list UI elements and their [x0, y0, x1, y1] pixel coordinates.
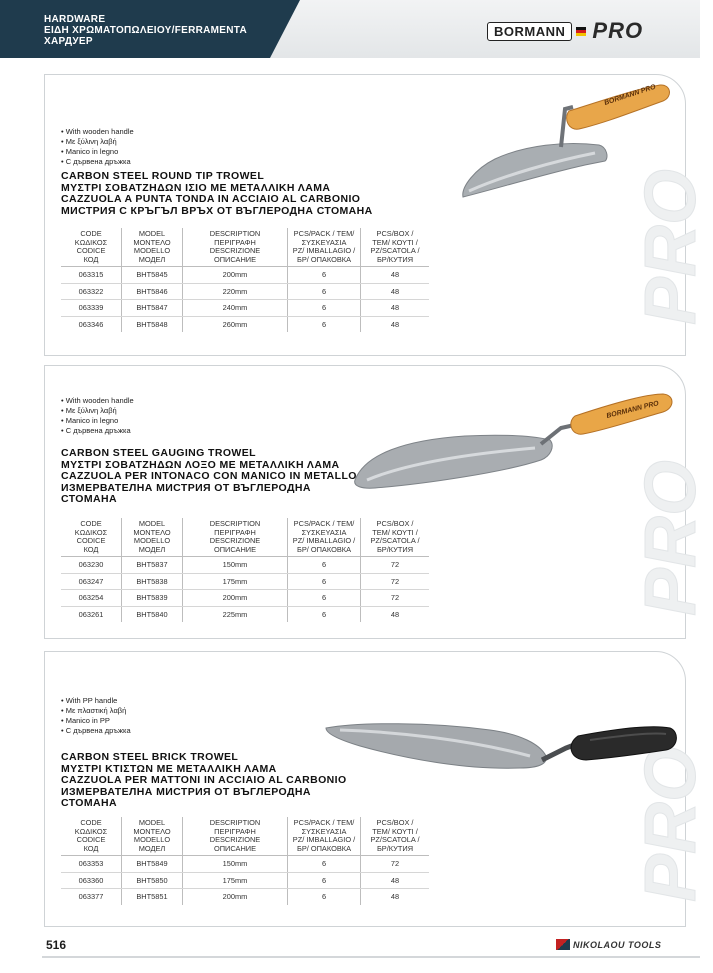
col-description: DESCRIPTION ΠΕΡΙΓΡΑΦΗ DESCRIZIONE ОПИСАНИЕ: [183, 228, 288, 267]
title-line: CARBON STEEL BRICK TROWEL: [61, 751, 239, 763]
table-row: 063353 BHT5849 150mm 6 72: [61, 856, 429, 873]
nikolaou-tools-logo: [556, 939, 661, 950]
page-header: [0, 0, 700, 58]
feature-item: • С дървена дръжка: [61, 426, 134, 436]
handle-label: BORMANN PRO: [603, 83, 657, 107]
round-tip-trowel-image: [455, 79, 675, 209]
watermark-text: PRO: [631, 459, 711, 616]
spec-table: [61, 518, 429, 622]
table-row: 063230 BHT5837 150mm 6 72: [61, 557, 429, 574]
brick-trowel-image: [320, 714, 680, 794]
product-title: [61, 752, 347, 810]
product-title: [61, 448, 357, 506]
product-card-round-tip-trowel: [44, 74, 711, 356]
feature-item: • With PP handle: [61, 696, 131, 706]
title-line: CARBON STEEL GAUGING TROWEL: [61, 447, 256, 459]
title-line: ΜΥΣΤΡΙ ΣΟΒΑΤΖΗΔΩΝ ΛΟΞΟ ΜΕ ΜΕΤΑΛΛΙΚΗ ΛΑΜΑ: [61, 458, 340, 471]
spec-table: [61, 817, 429, 905]
category-line-1: HARDWARE: [44, 14, 106, 25]
nikolaou-logo-icon: [556, 939, 570, 950]
flag-icon: [576, 27, 586, 36]
table-header-row: [61, 228, 429, 267]
category-heading: [44, 14, 247, 47]
title-line: CAZZUOLA A PUNTA TONDA IN ACCIAIO AL CARBONIO: [61, 193, 361, 205]
product-title: [61, 171, 373, 217]
table-header-row: [61, 518, 429, 557]
feature-item: • Με ξύλινη λαβή: [61, 137, 134, 147]
table-row: 063254 BHT5839 200mm 6 72: [61, 590, 429, 607]
feature-item: • With wooden handle: [61, 127, 134, 137]
table-header-row: [61, 817, 429, 856]
watermark-text: PRO: [631, 745, 711, 902]
feature-list: [61, 396, 134, 436]
logo-pro: PRO: [592, 18, 644, 43]
side-strip: [0, 58, 42, 973]
feature-item: • Manico in legno: [61, 147, 134, 157]
table-row: 063377 BHT5851 200mm 6 48: [61, 889, 429, 905]
title-line: ΜΥΣΤΡΙ ΣΟΒΑΤΖΗΔΩΝ ΙΣΙΟ ΜΕ ΜΕΤΑΛΛΙΚΗ ΛΑΜΑ: [61, 181, 331, 194]
handle-label: BORMANN PRO: [605, 400, 660, 420]
logo-brand: BORMANN: [487, 22, 572, 41]
category-line-2: ΕΙΔΗ ΧΡΩΜΑΤΟΠΩΛΕΙΟΥ/FERRAMENTA: [44, 25, 247, 36]
gauging-trowel-image: [345, 384, 675, 496]
watermark-text: PRO: [631, 168, 711, 325]
col-box: PCS/BOX / ΤΕΜ/ ΚΟΥΤΙ / PZ/SCATOLA / БР/КУТИЯ: [361, 817, 430, 856]
col-code: CODE ΚΩΔΙΚΟΣ CODICE КОД: [61, 228, 122, 267]
title-line: СТОМАНА: [61, 797, 117, 809]
feature-item: • С дървена дръжка: [61, 157, 134, 167]
feature-list: [61, 127, 134, 167]
feature-list: [61, 696, 131, 736]
feature-item: • С дървена дръжка: [61, 726, 131, 736]
title-line: CARBON STEEL ROUND TIP TROWEL: [61, 170, 265, 182]
title-line: МИСТРИЯ С КРЪГЪЛ ВРЪХ ОТ ВЪГЛЕРОДНА СТОМАНА: [61, 204, 373, 217]
title-line: ΜΥΣΤΡΙ ΚΤΙΣΤΩΝ ΜΕ ΜΕΤΑΛΛΙΚΗ ΛΑΜΑ: [61, 762, 277, 775]
bormann-pro-logo: [487, 18, 643, 44]
feature-item: • Manico in legno: [61, 416, 134, 426]
table-row: 063339 BHT5847 240mm 6 48: [61, 300, 429, 317]
title-line: ИЗМЕРВАТЕЛНА МИСТРИЯ ОТ ВЪГЛЕРОДНА: [61, 481, 311, 494]
footer-rule: [42, 956, 700, 958]
col-code: CODE ΚΩΔΙΚΟΣ CODICE КОД: [61, 518, 122, 557]
col-description: DESCRIPTION ΠΕΡΙΓΡΑΦΗ DESCRIZIONE ОПИСАНИЕ: [183, 518, 288, 557]
footer-brand: NIKOLAOU TOOLS: [573, 939, 662, 950]
col-box: PCS/BOX / ΤΕΜ/ ΚΟΥΤΙ / PZ/SCATOLA / БР/КУТИЯ: [361, 518, 430, 557]
feature-item: • Manico in PP: [61, 716, 131, 726]
col-model: MODEL ΜΟΝΤΕΛΟ MODELLO МОДЕЛ: [122, 228, 183, 267]
page-number: 516: [46, 938, 67, 952]
title-line: СТОМАНА: [61, 493, 117, 505]
feature-item: • Με πλαστική λαβή: [61, 706, 131, 716]
table-row: 063322 BHT5846 220mm 6 48: [61, 283, 429, 300]
feature-item: • Με ξύλινη λαβή: [61, 406, 134, 416]
col-pack: PCS/PACK / ΤΕΜ/ ΣΥΣΚΕΥΑΣΙΑ PZ/ IMBALLAGIO / БР/ ОПАКОВКА: [288, 518, 361, 557]
title-line: ИЗМЕРВАТЕЛНА МИСТРИЯ ОТ ВЪГЛЕРОДНА: [61, 785, 311, 798]
table-row: 063261 BHT5840 225mm 6 48: [61, 606, 429, 622]
col-pack: PCS/PACK / ΤΕΜ/ ΣΥΣΚΕΥΑΣΙΑ PZ/ IMBALLAGIO / БР/ ОПАКОВКА: [288, 228, 361, 267]
table-row: 063346 BHT5848 260mm 6 48: [61, 316, 429, 332]
spec-table: [61, 228, 429, 332]
table-row: 063360 BHT5850 175mm 6 48: [61, 872, 429, 889]
category-line-3: ХАРДУЕР: [44, 36, 93, 47]
table-row: 063315 BHT5845 200mm 6 48: [61, 267, 429, 284]
col-pack: PCS/PACK / ΤΕΜ/ ΣΥΣΚΕΥΑΣΙΑ PZ/ IMBALLAGIO / БР/ ОПАКОВКА: [288, 817, 361, 856]
table-row: 063247 BHT5838 175mm 6 72: [61, 573, 429, 590]
col-model: MODEL ΜΟΝΤΕΛΟ MODELLO МОДЕЛ: [122, 817, 183, 856]
col-model: MODEL ΜΟΝΤΕΛΟ MODELLO МОДЕЛ: [122, 518, 183, 557]
title-line: CAZZUOLA PER INTONACO CON MANICO IN METALLO: [61, 470, 357, 482]
product-card-brick-trowel: [44, 651, 711, 927]
col-box: PCS/BOX / ΤΕΜ/ ΚΟΥΤΙ / PZ/SCATOLA / БР/КУТИЯ: [361, 228, 430, 267]
title-line: CAZZUOLA PER MATTONI IN ACCIAIO AL CARBONIO: [61, 774, 347, 786]
product-card-gauging-trowel: [44, 365, 711, 639]
col-code: CODE ΚΩΔΙΚΟΣ CODICE КОД: [61, 817, 122, 856]
col-description: DESCRIPTION ΠΕΡΙΓΡΑΦΗ DESCRIZIONE ОПИСАНИЕ: [183, 817, 288, 856]
feature-item: • With wooden handle: [61, 396, 134, 406]
